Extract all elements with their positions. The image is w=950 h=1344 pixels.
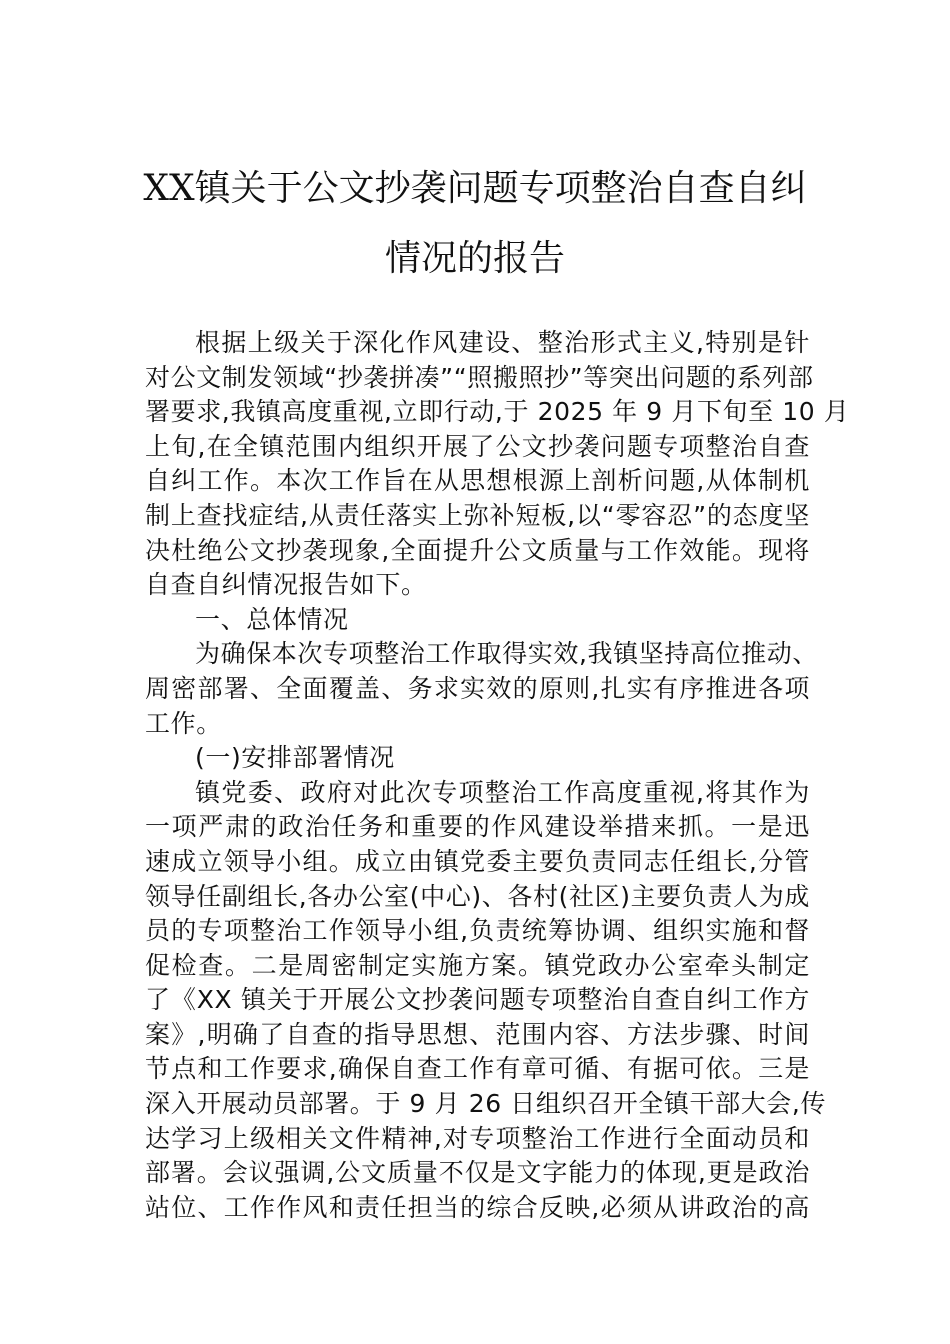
paragraph-intro: [145, 326, 850, 603]
text-line: 部署。会议强调,公文质量不仅是文字能力的体现,更是政治: [145, 1158, 810, 1188]
text-line: 署要求,我镇高度重视,立即行动,于 2025 年 9 月下旬至 10 月: [145, 397, 850, 427]
text-line: 节点和工作要求,确保自查工作有章可循、有据可依。三是: [145, 1054, 810, 1084]
paragraph-overall: [145, 637, 818, 741]
text-line: 上旬,在全镇范围内组织开展了公文抄袭问题专项整治自查: [145, 431, 810, 461]
text-line: 案》,明确了自查的指导思想、范围内容、方法步骤、时间: [145, 1019, 810, 1049]
text-line: 为确保本次专项整治工作取得实效,我镇坚持高位推动、: [195, 639, 818, 669]
document-title-line-1: XX镇关于公文抄袭问题专项整治自查自纠: [143, 168, 807, 209]
document-body: [145, 326, 850, 1225]
paragraph-deployment: [145, 776, 827, 1226]
text-line: 达学习上级相关文件精神,对专项整治工作进行全面动员和: [145, 1123, 810, 1153]
section-heading-overall: [145, 603, 810, 638]
text-line: 领导任副组长,各办公室(中心)、各村(社区)主要负责人为成: [145, 881, 810, 911]
text-line: 促检查。二是周密制定实施方案。镇党政办公室牵头制定: [145, 950, 810, 980]
text-line: 制上查找症结,从责任落实上弥补短板,以“零容忍”的态度坚: [145, 500, 810, 530]
text-line: 工作。: [145, 708, 222, 738]
text-line: 速成立领导小组。成立由镇党委主要负责同志任组长,分管: [145, 846, 810, 876]
text-line: 一项严肃的政治任务和重要的作风建设举措来抓。一是迅: [145, 812, 810, 842]
text-line: 周密部署、全面覆盖、务求实效的原则,扎实有序推进各项: [145, 673, 810, 703]
text-line: 镇党委、政府对此次专项整治工作高度重视,将其作为: [195, 777, 810, 807]
text-line: 深入开展动员部署。于 9 月 26 日组织召开全镇干部大会,传: [145, 1089, 827, 1119]
subsection-heading: (一)安排部署情况: [195, 743, 395, 773]
text-line: 站位、工作作风和责任担当的综合反映,必须从讲政治的高: [145, 1192, 810, 1222]
document-title-line-2: 情况的报告: [384, 238, 565, 279]
text-line: 了《XX 镇关于开展公文抄袭问题专项整治自查自纠工作方: [145, 985, 810, 1015]
text-line: 决杜绝公文抄袭现象,全面提升公文质量与工作效能。现将: [145, 535, 810, 565]
text-line: 自纠工作。本次工作旨在从思想根源上剖析问题,从体制机: [145, 466, 810, 496]
text-line: 员的专项整治工作领导小组,负责统筹协调、组织实施和督: [145, 916, 810, 946]
subsection-heading-deployment: [145, 741, 810, 776]
text-line: 自查自纠情况报告如下。: [145, 570, 427, 600]
text-line: 根据上级关于深化作风建设、整治形式主义,特别是针: [195, 328, 810, 357]
text-line: 对公文制发领域“抄袭拼凑”“照搬照抄”等突出问题的系列部: [145, 362, 814, 392]
section-heading: 一、总体情况: [195, 604, 349, 634]
